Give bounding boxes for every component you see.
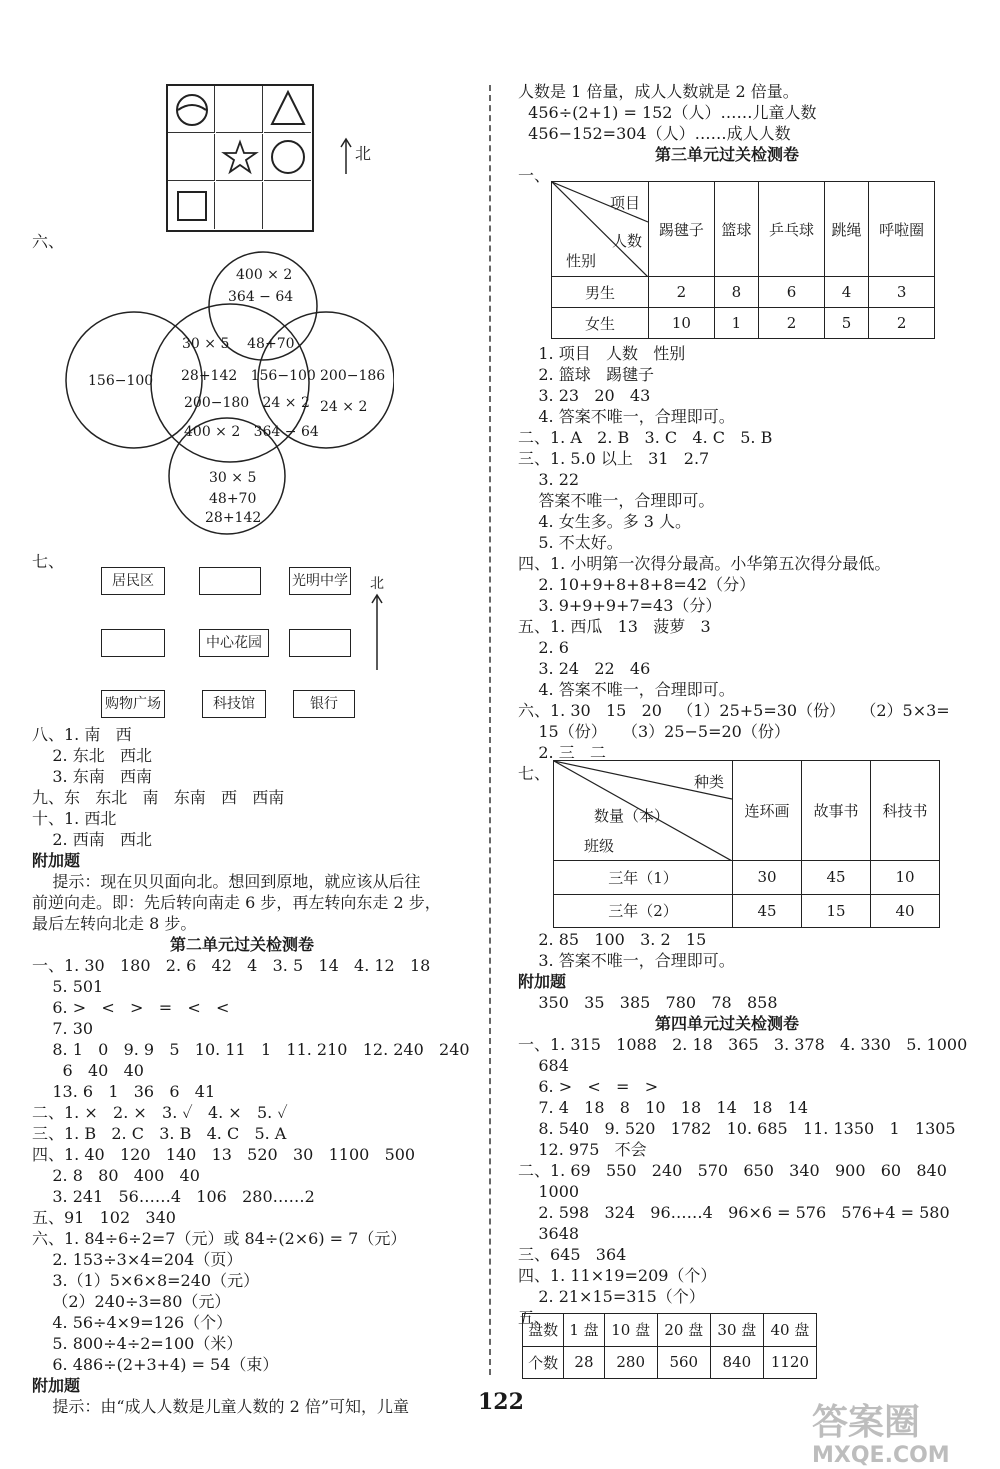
shape-grid bbox=[166, 84, 314, 232]
line: 三、1. 5.0 以上 31 2.7 bbox=[518, 449, 710, 468]
triangle-icon bbox=[272, 92, 304, 124]
hint-1b: 前逆向走。即：先后转向南走 6 步，再左转向东走 2 步， bbox=[32, 893, 441, 912]
line: 15（份） （3）25−5=20（份） bbox=[518, 722, 790, 741]
map-empty-1 bbox=[199, 567, 261, 595]
table-row bbox=[523, 1314, 817, 1347]
map-mall: 购物广场 bbox=[101, 690, 165, 718]
line: 4. 女生多。多 3 人。 bbox=[518, 512, 692, 531]
cell: 1 bbox=[714, 308, 758, 339]
map-residential: 居民区 bbox=[101, 567, 165, 595]
table-header-diagonal bbox=[554, 761, 733, 861]
cell: 560 bbox=[657, 1346, 710, 1379]
line: 3. 24 22 46 bbox=[518, 659, 651, 678]
line: 五、91 102 340 bbox=[32, 1208, 176, 1227]
map-north-label: 北 bbox=[370, 576, 384, 592]
watermark-url: MXQE.COM bbox=[812, 1443, 950, 1468]
cell: 45 bbox=[733, 894, 802, 928]
plates-table bbox=[522, 1313, 817, 1379]
header-item: 项目 bbox=[609, 194, 640, 212]
line: 6. 486÷(2+3+4) = 54（束） bbox=[32, 1355, 279, 1374]
bonus-heading-1: 附加题 bbox=[32, 851, 81, 870]
map-north-arrow-icon bbox=[370, 592, 384, 672]
cell: 40 盘 bbox=[763, 1314, 816, 1347]
line: 6. > < = > bbox=[518, 1077, 659, 1096]
cell: 个数 bbox=[523, 1346, 564, 1379]
col-header: 故事书 bbox=[802, 761, 871, 861]
line: 四、1. 40 120 140 13 520 30 1100 500 bbox=[32, 1145, 416, 1164]
circle-icon bbox=[272, 141, 304, 173]
cell: 5 bbox=[824, 308, 868, 339]
map-empty-2 bbox=[101, 629, 165, 657]
row-label: 三年（1） bbox=[554, 861, 733, 895]
line: 2. 篮球 踢毽子 bbox=[518, 365, 654, 384]
carry-2: 456÷(2+1) = 152（人）……儿童人数 bbox=[518, 103, 817, 122]
table-header-diagonal bbox=[552, 182, 649, 277]
u3-line: 3. 答案不唯一，合理即可。 bbox=[518, 951, 735, 970]
bonus-values: 350 35 385 780 78 858 bbox=[518, 993, 778, 1012]
cell: 28 bbox=[564, 1346, 604, 1379]
line: 2. 598 324 96……4 96×6 = 576 576+4 = 580 bbox=[518, 1203, 950, 1222]
col-header: 篮球 bbox=[714, 182, 758, 277]
venn-right-2: 24 × 2 bbox=[320, 399, 368, 415]
line: 3. 东南 西南 bbox=[32, 767, 152, 786]
venn-top-2: 364 − 64 bbox=[228, 289, 294, 305]
line: 2. 10+9+8+8+8=42（分） bbox=[518, 575, 756, 594]
map-empty-3 bbox=[289, 629, 351, 657]
header-count: 人数 bbox=[611, 232, 642, 250]
cell: 15 bbox=[802, 894, 871, 928]
line: 3648 bbox=[518, 1224, 580, 1243]
line: 6 40 40 bbox=[32, 1061, 144, 1080]
venn-center-4: 400 × 2 364 − 64 bbox=[184, 424, 319, 440]
q6-label: 六、 bbox=[32, 232, 65, 251]
line: 4. 56÷4×9=126（个） bbox=[32, 1313, 233, 1332]
bonus-heading-2: 附加题 bbox=[32, 1376, 81, 1395]
u3-q1-label: 一、 bbox=[518, 166, 551, 185]
line: 7. 4 18 8 10 18 14 18 14 bbox=[518, 1098, 809, 1117]
cell: 30 盘 bbox=[710, 1314, 763, 1347]
line: 6. > < > = < < bbox=[32, 998, 230, 1017]
row-label: 男生 bbox=[552, 277, 649, 308]
line: 二、1. 69 550 240 570 650 340 900 60 840 bbox=[518, 1161, 947, 1180]
cell: 840 bbox=[710, 1346, 763, 1379]
sports-table bbox=[551, 181, 935, 339]
line: 一、1. 315 1088 2. 18 365 3. 378 4. 330 5. 1000 bbox=[518, 1035, 968, 1054]
line: 2. 三 二 bbox=[518, 743, 606, 762]
line: 5. 800÷4÷2=100（米） bbox=[32, 1334, 243, 1353]
line: 二、1. A 2. B 3. C 4. C 5. B bbox=[518, 428, 773, 447]
line: 3. 9+9+9+7=43（分） bbox=[518, 596, 722, 615]
venn-bottom-3: 28+142 bbox=[205, 510, 262, 526]
line: 5. 不太好。 bbox=[518, 533, 623, 552]
row-label: 女生 bbox=[552, 308, 649, 339]
header-quantity: 数量（本） bbox=[594, 807, 670, 825]
col-header: 呼啦圈 bbox=[869, 182, 935, 277]
cell: 10 bbox=[871, 861, 940, 895]
line: 2. 西南 西北 bbox=[32, 830, 152, 849]
col-header: 连环画 bbox=[733, 761, 802, 861]
line: 七、 bbox=[518, 764, 551, 783]
cell: 盘数 bbox=[523, 1314, 564, 1347]
watermark-logo bbox=[812, 1403, 950, 1469]
venn-right-1: 200−186 bbox=[320, 368, 386, 384]
cell: 45 bbox=[802, 861, 871, 895]
line: 四、1. 小明第一次得分最高。小华第五次得分最低。 bbox=[518, 554, 891, 573]
line: 3.（1）5×6×8=240（元） bbox=[32, 1271, 260, 1290]
line: 5. 501 bbox=[32, 977, 104, 996]
cell: 40 bbox=[871, 894, 940, 928]
line: 3. 23 20 43 bbox=[518, 386, 651, 405]
grid-shapes bbox=[168, 86, 312, 230]
line: 2. 8 80 400 40 bbox=[32, 1166, 200, 1185]
venn-left: 156−100 bbox=[88, 373, 154, 389]
line: 六、1. 30 15 20 （1）25+5=30（份） （2）5×3= bbox=[518, 701, 950, 720]
line: 答案不唯一，合理即可。 bbox=[518, 491, 715, 510]
cell: 20 盘 bbox=[657, 1314, 710, 1347]
venn-center-3: 200−180 24 × 2 bbox=[184, 395, 310, 411]
ball-icon bbox=[177, 95, 207, 125]
line: 一、1. 30 180 2. 6 42 4 3. 5 14 4. 12 18 bbox=[32, 956, 431, 975]
line: 五、 bbox=[518, 1308, 551, 1327]
line: 三、645 364 bbox=[518, 1245, 627, 1264]
cell: 2 bbox=[649, 277, 715, 308]
line: 8. 540 9. 520 1782 10. 685 11. 1350 1 1305 bbox=[518, 1119, 956, 1138]
cell: 2 bbox=[869, 308, 935, 339]
line: 4. 答案不唯一，合理即可。 bbox=[518, 680, 735, 699]
cell: 3 bbox=[869, 277, 935, 308]
line: 四、1. 11×19=209（个） bbox=[518, 1266, 717, 1285]
carry-3: 456−152=304（人）……成人人数 bbox=[518, 124, 791, 143]
north-arrow-icon bbox=[339, 136, 353, 176]
carry-1: 人数是 1 倍量，成人人数就是 2 倍量。 bbox=[518, 82, 799, 101]
line: 2. 6 bbox=[518, 638, 569, 657]
map-center-garden: 中心花园 bbox=[199, 629, 269, 657]
page-number: 122 bbox=[478, 1389, 524, 1415]
table-row bbox=[552, 308, 935, 339]
line: 12. 975 不会 bbox=[518, 1140, 647, 1159]
bonus-heading-3: 附加题 bbox=[518, 972, 567, 991]
col-header: 科技书 bbox=[871, 761, 940, 861]
hint-1a: 提示：现在贝贝面向北。想回到原地，就应该从后往 bbox=[32, 872, 421, 891]
header-class: 班级 bbox=[584, 837, 615, 855]
map-bank: 银行 bbox=[293, 690, 355, 718]
line: 2. 东北 西北 bbox=[32, 746, 152, 765]
header-sex: 性别 bbox=[566, 252, 597, 270]
cell: 6 bbox=[759, 277, 825, 308]
line: 7. 30 bbox=[32, 1019, 94, 1038]
venn-bottom-2: 48+70 bbox=[209, 491, 257, 507]
hint-1c: 最后左转向北走 8 步。 bbox=[32, 914, 197, 933]
venn-bottom-1: 30 × 5 bbox=[209, 470, 257, 486]
line: 3. 22 bbox=[518, 470, 580, 489]
unit2-title: 第二单元过关检测卷 bbox=[170, 935, 315, 954]
line: 4. 答案不唯一，合理即可。 bbox=[518, 407, 735, 426]
line: 8. 1 0 9. 9 5 10. 11 1 11. 210 12. 240 240 bbox=[32, 1040, 470, 1059]
books-table bbox=[553, 760, 940, 928]
cell: 8 bbox=[714, 277, 758, 308]
line: 五、1. 西瓜 13 菠萝 3 bbox=[518, 617, 711, 636]
col-header: 踢毽子 bbox=[649, 182, 715, 277]
column-divider bbox=[489, 85, 491, 1375]
cell: 280 bbox=[604, 1346, 657, 1379]
line: 3. 241 56……4 106 280……2 bbox=[32, 1187, 315, 1206]
line: 2. 153÷3×4=204（页） bbox=[32, 1250, 243, 1269]
line: 八、1. 南 西 bbox=[32, 725, 132, 744]
line: 三、1. B 2. C 3. B 4. C 5. A bbox=[32, 1124, 287, 1143]
cell: 4 bbox=[824, 277, 868, 308]
q7-label: 七、 bbox=[32, 552, 65, 571]
line: 九、东 东北 南 东南 西 西南 bbox=[32, 788, 285, 807]
row-label: 三年（2） bbox=[554, 894, 733, 928]
line: （2）240÷3=80（元） bbox=[32, 1292, 231, 1311]
unit4-title: 第四单元过关检测卷 bbox=[655, 1014, 800, 1033]
u3-line: 2. 85 100 3. 2 15 bbox=[518, 930, 707, 949]
col-header: 乒乓球 bbox=[759, 182, 825, 277]
line: 1000 bbox=[518, 1182, 580, 1201]
cell: 10 bbox=[649, 308, 715, 339]
cell: 1 盘 bbox=[564, 1314, 604, 1347]
line: 684 bbox=[518, 1056, 569, 1075]
table-row bbox=[523, 1346, 817, 1379]
line: 13. 6 1 36 6 41 bbox=[32, 1082, 216, 1101]
table-row bbox=[552, 277, 935, 308]
line: 六、1. 84÷6÷2=7（元）或 84÷(2×6) = 7（元） bbox=[32, 1229, 407, 1248]
line: 2. 21×15=315（个） bbox=[518, 1287, 705, 1306]
map-school: 光明中学 bbox=[289, 567, 351, 595]
venn-center-2: 28+142 156−100 bbox=[181, 368, 316, 384]
cell: 10 盘 bbox=[604, 1314, 657, 1347]
hint-2: 提示：由“成人人数是儿童人数的 2 倍”可知，儿童 bbox=[32, 1397, 410, 1416]
venn-center-1: 30 × 5 48+70 bbox=[182, 336, 295, 352]
watermark-text: 答案圈 bbox=[812, 1402, 921, 1443]
star-icon bbox=[224, 142, 256, 172]
cell: 2 bbox=[759, 308, 825, 339]
cell: 1120 bbox=[763, 1346, 816, 1379]
table-row bbox=[554, 861, 940, 895]
line: 1. 项目 人数 性别 bbox=[518, 344, 686, 363]
line: 十、1. 西北 bbox=[32, 809, 117, 828]
north-label: 北 bbox=[355, 144, 372, 163]
venn-top-1: 400 × 2 bbox=[236, 267, 293, 283]
header-kind: 种类 bbox=[693, 773, 724, 791]
table-row bbox=[554, 894, 940, 928]
unit3-title: 第三单元过关检测卷 bbox=[655, 145, 800, 164]
cell: 30 bbox=[733, 861, 802, 895]
col-header: 跳绳 bbox=[824, 182, 868, 277]
square-icon bbox=[178, 192, 206, 220]
line: 二、1. × 2. × 3. ✓ 4. × 5. ✓ bbox=[32, 1103, 288, 1122]
map-science-museum: 科技馆 bbox=[202, 690, 266, 718]
